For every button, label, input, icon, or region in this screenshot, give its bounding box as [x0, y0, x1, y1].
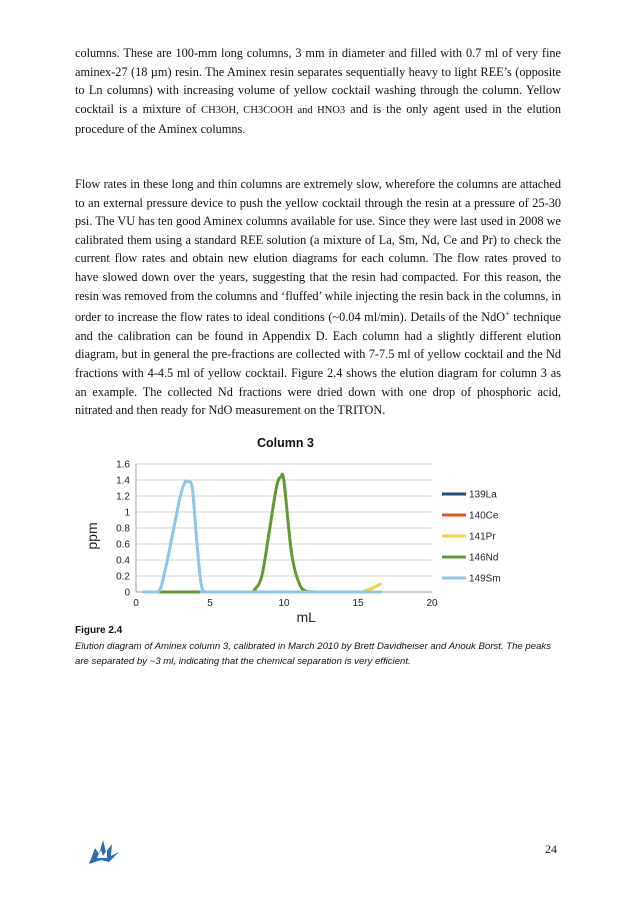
chemical-list: CH3OH, CH3COOH and HNO3 — [201, 104, 346, 116]
chart-title: Column 3 — [257, 436, 314, 450]
y-tick-label: 0.4 — [116, 555, 130, 567]
x-tick-label: 0 — [133, 598, 139, 609]
university-griffin-logo — [87, 836, 123, 868]
y-tick-label: 1.4 — [116, 475, 130, 487]
legend-label-140Ce: 140Ce — [469, 510, 499, 522]
y-tick-label: 1.6 — [116, 459, 130, 471]
x-tick-label: 5 — [207, 598, 213, 609]
legend-label-139La: 139La — [469, 489, 497, 501]
x-tick-label: 20 — [426, 598, 438, 609]
x-axis-label: mL — [296, 609, 316, 625]
legend-label-141Pr: 141Pr — [469, 531, 496, 543]
legend-label-149Sm: 149Sm — [469, 573, 501, 585]
y-tick-label: 0.6 — [116, 539, 130, 551]
body-paragraph-flow-rates: Flow rates in these long and thin columns are extremely slow, wherefore the columns are attached to an external pressure device to push the yellow cocktail through the resin at a pressure of 25-30 psi. The VU has ten good Aminex columns available for use. Since they were last used in 2008 we calibrated them using a standard REE solution (a mixture of La, Sm, Nd, Ce and Pr) to check the current flow rates and obtain new elution diagrams for each column. The flow rates proved to have slowed down over the years, suggesting that the resin had compacted. For this reason, the resin was removed from the columns and ‘fluffed’ while injecting the resin back in the columns, in order to increase the flow rates to ideal conditions (~0.04 ml/min). Details of the NdO+ technique and the calibration can be found in Appendix D. Each column had a slightly different elution diagram, but in general the pre-fractions are collected with 7-7.5 ml of yellow cocktail and the Nd fractions with 4-4.5 ml of yellow cocktail. Figure 2.4 shows the elution diagram for column 3 as an example. The collected Nd fractions were dried down with one drop of phosphoric acid, nitrated and then ready for NdO measurement on the TRITON. — [75, 177, 561, 418]
x-tick-label: 15 — [352, 598, 364, 609]
series-line-146Nd — [143, 474, 380, 592]
y-tick-label: 1 — [124, 507, 130, 519]
y-tick-label: 0.8 — [116, 523, 130, 535]
legend-label-146Nd: 146Nd — [469, 552, 499, 564]
figure-label: Figure 2.4 — [75, 625, 123, 636]
y-tick-label: 0.2 — [116, 571, 130, 583]
body-paragraph-aminex: columns. These are 100-mm long columns, 3 mm in diameter and filled with 0.7 ml of very fine aminex-27 (18 µm) resin. The Aminex resin separates sequentially heavy to light REE’s (opposite to Ln columns) with increasing volume of yellow cocktail washing through the column. Yellow cocktail is a mixture of CH3OH, CH3COOH and HNO3 and is the only agent used in the elution procedure of the Aminex columns. — [75, 46, 562, 137]
x-tick-label: 10 — [278, 598, 290, 609]
elution-chart — [70, 450, 510, 625]
figure-caption: Elution diagram of Aminex column 3, calibrated in March 2010 by Brett Davidheiser and Anouk Borst. The peaks are separated by ~3 ml, indicating that the chemical separation is very efficient. — [75, 641, 552, 667]
page-number: 24 — [545, 842, 557, 856]
y-tick-label: 1.2 — [116, 491, 130, 503]
y-axis-label: ppm — [84, 522, 100, 550]
superscript-plus: + — [505, 309, 510, 319]
y-tick-label: 0 — [124, 587, 130, 599]
